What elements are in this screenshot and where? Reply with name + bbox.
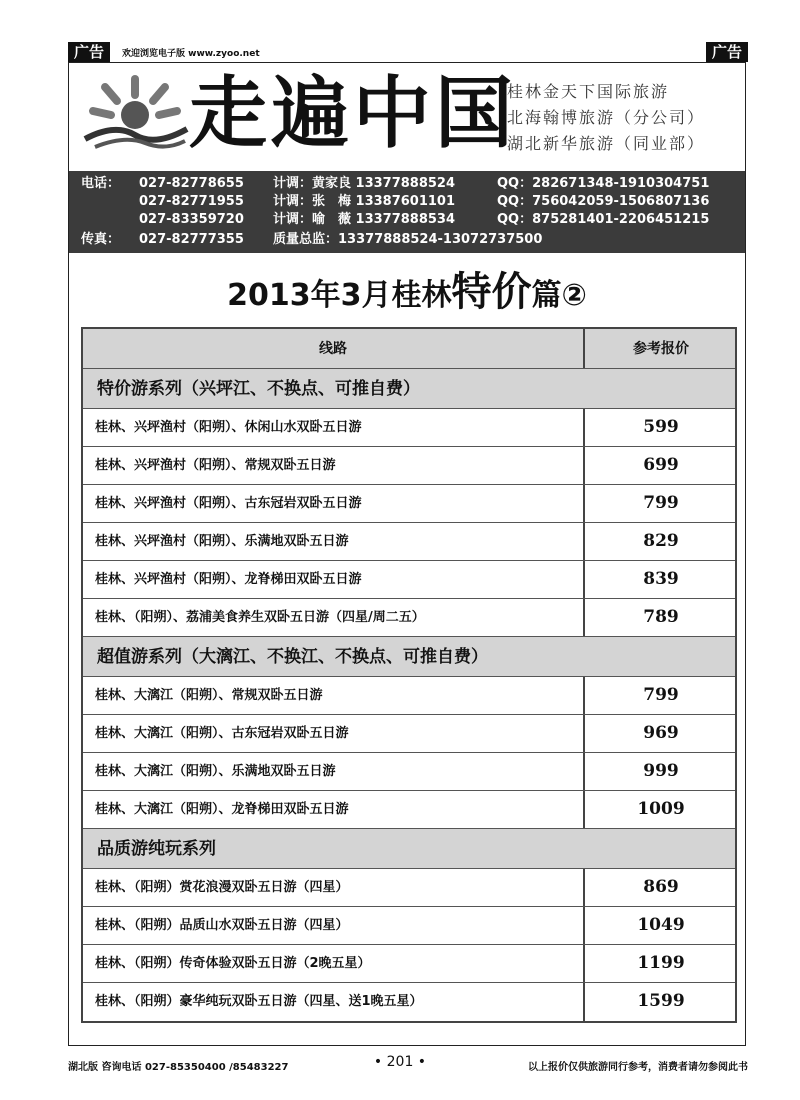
contact-bar [69, 171, 745, 253]
route-price: 1009 [637, 799, 685, 819]
table-row [83, 945, 735, 983]
route-name: 桂林、（阳朔）、荔浦美食养生双卧五日游（四星/周二五） [83, 599, 585, 636]
welcome-text: 欢迎浏览电子版 www.zyoo.net [122, 49, 260, 59]
page-title [69, 269, 745, 319]
sun-logo-icon [75, 73, 195, 153]
brand-name: 走遍中国 [189, 68, 518, 159]
route-name: 桂林、兴坪渔村（阳朔）、古东冠岩双卧五日游 [83, 485, 585, 522]
table-row [83, 523, 735, 561]
route-price: 799 [643, 493, 679, 513]
route-price: 799 [643, 685, 679, 705]
qq-number: QQ：282671348-1910304751 [497, 176, 710, 191]
quality-director: 质量总监：13377888524-13072737500 [273, 232, 543, 247]
section-title: 品质游纯玩系列 [97, 839, 216, 859]
table-row [83, 485, 735, 523]
table-row [83, 409, 735, 447]
footer-contact: 湖北版 咨询电话 027-85350400 /85483227 [68, 1062, 289, 1073]
phone-number: 027-82778655 [139, 176, 244, 191]
title-highlight: 特价 [451, 269, 532, 315]
table-row [83, 907, 735, 945]
ad-label-right: 广告 [706, 42, 748, 62]
page-number: • 201 • [373, 1054, 427, 1070]
table-row [83, 869, 735, 907]
route-name: 桂林、大漓江（阳朔）、龙脊梯田双卧五日游 [83, 791, 585, 828]
route-name: 桂林、兴坪渔村（阳朔）、常规双卧五日游 [83, 447, 585, 484]
section-header [83, 637, 735, 677]
agency-name: 桂林金天下国际旅游 [507, 82, 670, 101]
route-name: 桂林、（阳朔）传奇体验双卧五日游（2晚五星） [83, 945, 585, 982]
section-title: 特价游系列（兴坪江、不换点、可推自费） [97, 379, 420, 399]
title-prefix: 2013年3月桂林 [227, 278, 452, 313]
route-price: 599 [643, 417, 679, 437]
contact-label: 传真： [81, 232, 121, 247]
section-header [83, 369, 735, 409]
phone-number: 027-83359720 [139, 212, 244, 227]
route-name: 桂林、（阳朔）豪华纯玩双卧五日游（四星、送1晚五星） [83, 983, 585, 1021]
column-header-price: 参考报价 [633, 341, 689, 357]
table-row [83, 447, 735, 485]
route-name: 桂林、大漓江（阳朔）、常规双卧五日游 [83, 677, 585, 714]
route-price: 999 [643, 761, 679, 781]
table-row [83, 983, 735, 1021]
agency-name: 湖北新华旅游（同业部） [507, 134, 706, 153]
qq-number: QQ：875281401-2206451215 [497, 212, 710, 227]
table-row [83, 753, 735, 791]
route-name: 桂林、（阳朔）赏花浪漫双卧五日游（四星） [83, 869, 585, 906]
table-row [83, 791, 735, 829]
phone-number: 027-82771955 [139, 194, 244, 209]
ad-label-left: 广告 [68, 42, 110, 62]
brand-header [69, 63, 745, 171]
ad-frame [68, 62, 746, 1046]
route-name: 桂林、大漓江（阳朔）、古东冠岩双卧五日游 [83, 715, 585, 752]
section-title: 超值游系列（大漓江、不换江、不换点、可推自费） [97, 647, 488, 667]
price-table [81, 327, 737, 1023]
footer-disclaimer: 以上报价仅供旅游同行参考，消费者请勿参阅此书 [528, 1062, 748, 1073]
route-name: 桂林、兴坪渔村（阳朔）、乐满地双卧五日游 [83, 523, 585, 560]
route-price: 1049 [637, 915, 685, 935]
table-row [83, 715, 735, 753]
route-price: 1599 [637, 991, 685, 1011]
fax-number: 027-82777355 [139, 232, 244, 247]
qq-number: QQ：756042059-1506807136 [497, 194, 710, 209]
route-price: 829 [643, 531, 679, 551]
planner-contact: 计调：喻 薇 13377888534 [273, 212, 456, 227]
route-name: 桂林、（阳朔）品质山水双卧五日游（四星） [83, 907, 585, 944]
route-name: 桂林、兴坪渔村（阳朔）、龙脊梯田双卧五日游 [83, 561, 585, 598]
route-price: 699 [643, 455, 679, 475]
section-header [83, 829, 735, 869]
table-row [83, 561, 735, 599]
route-price: 1199 [637, 953, 685, 973]
table-row [83, 599, 735, 637]
column-header-route: 线路 [83, 329, 585, 368]
table-row [83, 677, 735, 715]
agency-list [507, 79, 705, 157]
route-name: 桂林、兴坪渔村（阳朔）、休闲山水双卧五日游 [83, 409, 585, 446]
route-price: 869 [643, 877, 679, 897]
route-price: 789 [643, 607, 679, 627]
route-price: 969 [643, 723, 679, 743]
table-header [83, 329, 735, 369]
contact-label: 电话： [81, 176, 121, 191]
title-suffix: 篇② [531, 278, 587, 313]
planner-contact: 计调：张 梅 13387601101 [273, 194, 456, 209]
agency-name: 北海翰博旅游（分公司） [507, 108, 706, 127]
planner-contact: 计调：黄家良 13377888524 [273, 176, 456, 191]
route-price: 839 [643, 569, 679, 589]
route-name: 桂林、大漓江（阳朔）、乐满地双卧五日游 [83, 753, 585, 790]
